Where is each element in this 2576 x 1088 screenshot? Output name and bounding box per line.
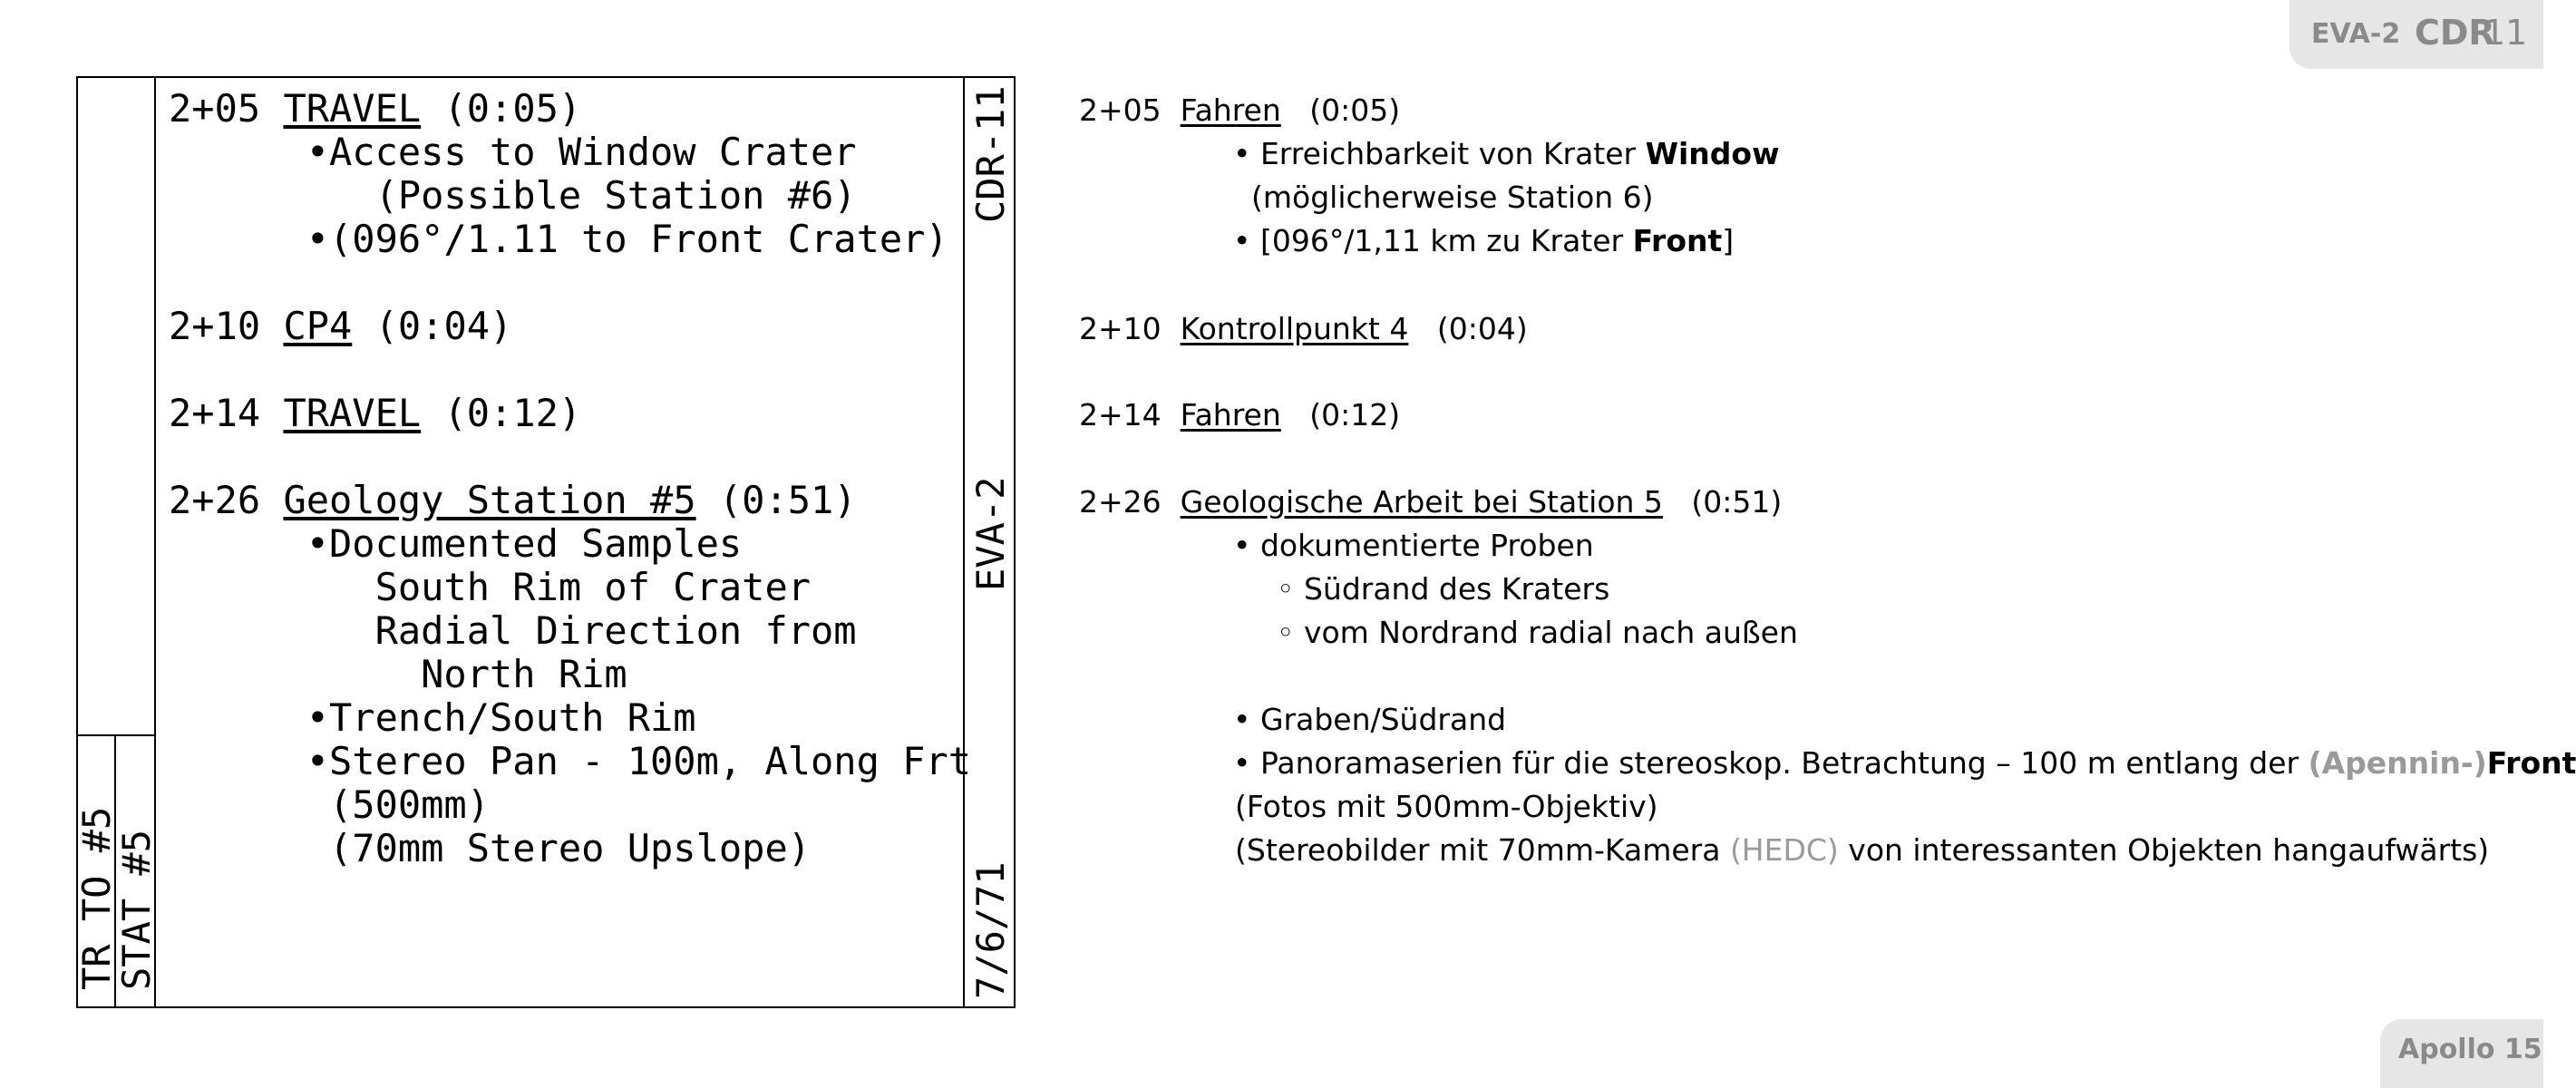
side-label-date: 7/6/71 [968,861,1013,999]
checklist-line: •(096°/1.11 to Front Crater) [169,217,948,261]
side-label-eva: EVA-2 [968,476,1013,591]
translation-line: (möglicherweise Station 6) [1251,180,1654,215]
checklist-line-cp4: 2+10 CP4 (0:04) [169,304,513,348]
translation-line: ◦ vom Nordrand radial nach außen [1277,615,1798,650]
left-label-station: STAT #5 [114,829,159,990]
right-column-divider [963,78,965,1006]
checklist-line: South Rim of Crater [169,565,812,609]
checklist-line-travel-2: 2+14 TRAVEL (0:12) [169,391,582,435]
side-label-cdr: CDR-11 [968,85,1013,223]
translation-heading-station-5: 2+26 Geologische Arbeit bei Station 5 (0:51) [1079,484,1783,520]
translation-line: ◦ Südrand des Kraters [1277,571,1610,607]
translation-line: • Erreichbarkeit von Krater Window [1233,136,1780,171]
checklist-line: North Rim [169,652,627,696]
translation-line: • [096°/1,11 km zu Krater Front] [1233,223,1735,258]
checklist-line: (500mm) [169,782,491,827]
translation-heading-travel-1: 2+05 Fahren (0:05) [1079,92,1401,128]
left-label-travel: TR TO #5 [74,806,119,990]
checklist-line-station-5: 2+26 Geology Station #5 (0:51) [169,478,857,522]
left-label-top-line [78,734,154,736]
translation-line: (Stereobilder mit 70mm-Kamera (HEDC) von interessanten Objekten hangaufwärts) [1235,832,2490,868]
checklist-card [76,76,1016,1008]
translation-line: • dokumentierte Proben [1233,528,1594,563]
translation-line: • Panoramaserien für die stereoskop. Betrachtung – 100 m entlang der (Apennin-)Front [1233,745,2576,781]
checklist-line: •Access to Window Crater [169,130,857,174]
translation-heading-cp4: 2+10 Kontrollpunkt 4 (0:04) [1079,311,1528,346]
checklist-line: (70mm Stereo Upslope) [169,826,812,870]
mission-label: Apollo 15 [2398,1034,2542,1065]
checklist-line: •Stereo Pan - 100m, Along Frt [169,739,972,783]
mission-tab [2380,1019,2543,1088]
checklist-line: •Trench/South Rim [169,695,696,740]
translation-line: (Fotos mit 500mm-Objektiv) [1235,789,1658,824]
page-header-tab [2289,0,2543,69]
role-label: CDR [2415,13,2495,53]
checklist-line-travel-1: 2+05 TRAVEL (0:05) [169,86,582,131]
checklist-line: Radial Direction from [169,608,857,653]
checklist-line: •Documented Samples [169,521,743,566]
translation-line: • Graben/Südrand [1233,702,1507,737]
translation-heading-travel-2: 2+14 Fahren (0:12) [1079,397,1401,432]
checklist-line: (Possible Station #6) [169,173,857,218]
eva-label: EVA-2 [2311,18,2401,50]
page-number: 11 [2484,13,2528,53]
